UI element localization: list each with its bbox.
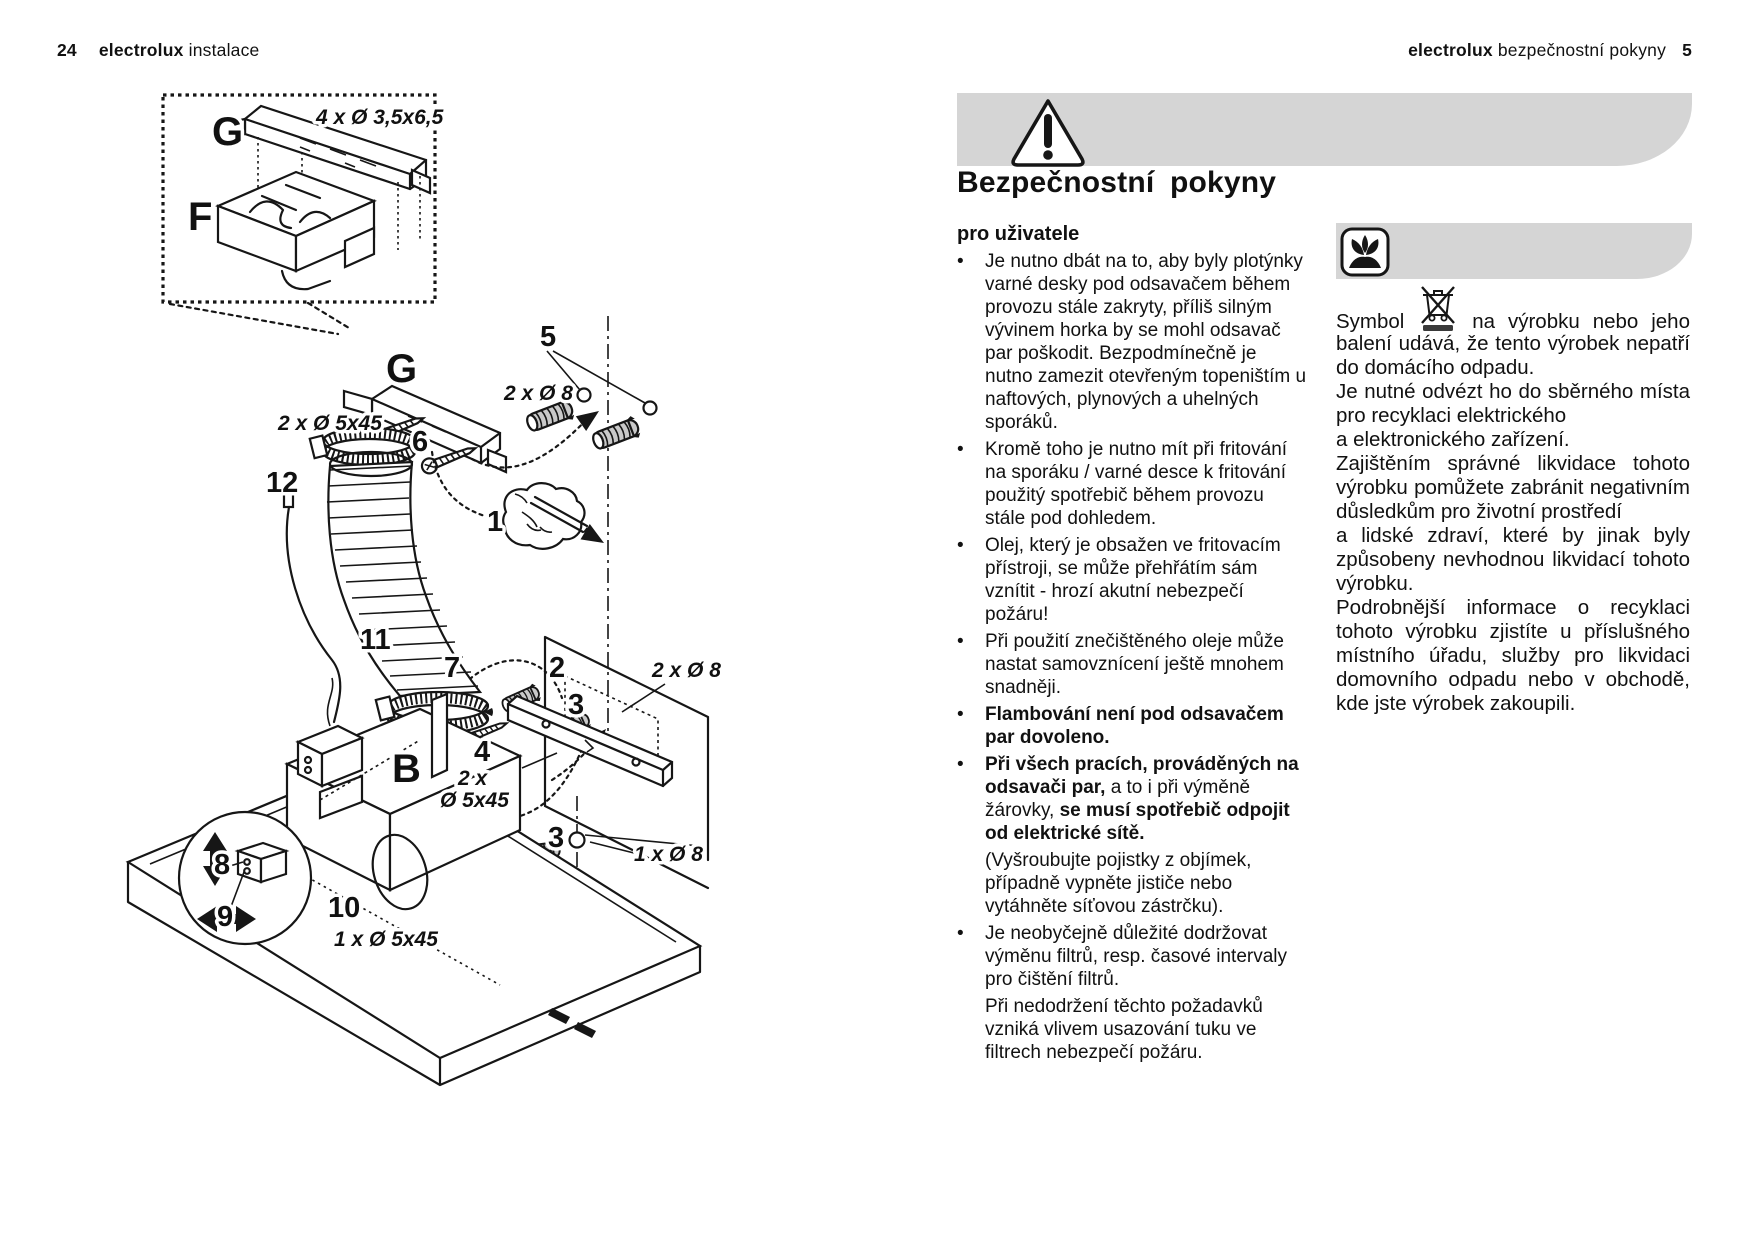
- diagram-label: 1: [487, 506, 504, 538]
- safety-item-text: Je nutno dbát na to, aby byly plotýnky varné desky pod odsavačem během provozu stále zakryty, příliš silným vývinem horka by se mohl odsavač par poškodit. Bezpodmínečně je nutno zamezit otevřeným topeništím u naftových, plynových a uhelných sporáků.: [985, 251, 1307, 433]
- diagram-label: 8: [214, 849, 231, 881]
- safety-item-text: Kromě toho je nutno mít při fritování na sporáku / varné desce k fritování použitý spotřebič během provozu stále pod dohledem.: [985, 439, 1288, 529]
- bullet-glyph: •: [957, 923, 964, 944]
- section-left: instalace: [188, 40, 260, 60]
- diagram-label: 1 x Ø 5x45: [334, 928, 438, 951]
- safety-instruction-list: [957, 250, 1309, 1068]
- recycling-line: domovního odpadu nebo v obchodě,: [1336, 668, 1690, 691]
- installation-diagram: [90, 85, 820, 1100]
- section-subtitle: pro uživatele: [957, 223, 1080, 245]
- diagram-label: 2 x Ø 5x45: [278, 412, 382, 435]
- recycling-line: balení udává, že tento výrobek nepatří: [1336, 332, 1690, 355]
- safety-item-text: Olej, který je obsažen ve fritovacím přístroji, se může přehřátím sám vznítit - hrozí akutní nebezpečí požáru!: [985, 535, 1281, 625]
- bullet-glyph: •: [957, 535, 964, 556]
- safety-item: [957, 753, 1309, 845]
- brand-left: electrolux: [98, 40, 184, 60]
- safety-item: [957, 922, 1309, 991]
- diagram-label: 2: [549, 652, 566, 684]
- header-right: [1408, 40, 1692, 61]
- header-left: [57, 40, 260, 61]
- diagram-label: 2 x Ø 8: [504, 382, 573, 405]
- diagram-label: 12: [266, 467, 299, 499]
- diagram-label: 5: [540, 321, 557, 353]
- diagram-label: 9: [217, 901, 234, 933]
- page-number-left: 24: [57, 40, 77, 60]
- recycling-line: Podrobnější informace o recyklaci: [1336, 596, 1690, 619]
- safety-item: [957, 995, 1309, 1064]
- safety-item-text: Při použití znečištěného oleje může nastat samovznícení ještě mnohem snadněji.: [985, 631, 1284, 698]
- diagram-label: G: [212, 110, 244, 154]
- recycling-line: pro recyklaci elektrického: [1336, 404, 1567, 427]
- diagram-label: 1 x Ø 8: [634, 843, 703, 866]
- marking-hand: [503, 483, 608, 551]
- brand-right: electrolux: [1408, 40, 1493, 60]
- diagram-label: Ø 5x45: [440, 789, 509, 812]
- safety-item: [957, 438, 1309, 530]
- diagram-label: F: [188, 195, 213, 239]
- switch-detail-magnifier: [179, 812, 311, 944]
- safety-item-text: (Vyšroubujte pojistky z objímek, případně vypněte jističe nebo vytáhněte síťovou zástrčku).: [985, 850, 1252, 917]
- diagram-label: 4 x Ø 3,5x6,5: [316, 106, 444, 129]
- safety-item-text: Při všech pracích, prováděných na odsavači par, a to i při výměně žárovky, se musí spotřebič odpojit od elektrické sítě.: [985, 754, 1299, 844]
- safety-item: [957, 250, 1309, 434]
- recycling-line: do domácího odpadu.: [1336, 356, 1535, 379]
- recycling-line: výrobku pomůžete zabránit negativním: [1336, 476, 1690, 499]
- bullet-glyph: [957, 995, 985, 1064]
- diagram-label: 4: [474, 736, 491, 768]
- recycling-line: místního úřadu, služby pro likvidaci: [1336, 644, 1690, 667]
- weee-bin-icon: [1417, 308, 1459, 328]
- recycling-line: tohoto výrobku zjistíte u příslušného: [1336, 620, 1690, 643]
- recycling-line-first: Symbol na výrobku nebo jeho: [1336, 308, 1690, 332]
- diagram-label: 7: [444, 652, 461, 684]
- bullet-glyph: •: [957, 754, 964, 775]
- section-right: bezpečnostní pokyny: [1497, 40, 1667, 60]
- recycling-line: Je nutné odvézt ho do sběrného místa: [1336, 380, 1690, 403]
- diagram-label: 10: [328, 892, 361, 924]
- safety-item: [957, 849, 1309, 918]
- fixing-bracket-4: [508, 696, 672, 786]
- safety-item-text: Při nedodržení těchto požadavků vzniká vlivem usazování tuku ve filtrech nebezpečí požáru.: [985, 996, 1263, 1063]
- recycling-line: způsobeny nevhodnou likvidací tohoto: [1336, 548, 1690, 571]
- safety-item-text: Je neobyčejně důležité dodržovat výměnu filtrů, resp. časové intervaly pro čištění filtrů.: [985, 923, 1288, 990]
- diagram-label: G: [386, 347, 418, 391]
- bullet-glyph: •: [957, 631, 964, 652]
- diagram-label: 2 x Ø 8: [652, 659, 721, 682]
- bullet-glyph: •: [957, 704, 964, 725]
- page-number-right: 5: [1682, 40, 1692, 60]
- safety-item-text: Flambování není pod odsavačem par dovoleno.: [985, 704, 1284, 748]
- flower-eco-icon: [1340, 227, 1390, 282]
- recycling-line: výrobku.: [1336, 572, 1414, 595]
- section-title: Bezpečnostní pokyny: [957, 166, 1277, 199]
- diagram-label: 3: [568, 689, 585, 721]
- diagram-label: 2 x: [458, 767, 488, 790]
- diagram-label: 6: [412, 426, 429, 458]
- safety-item: [957, 534, 1309, 626]
- diagram-label: B: [392, 747, 421, 791]
- diagram-label: 3: [548, 822, 565, 854]
- recycling-line: kde jste výrobek zakoupili.: [1336, 692, 1576, 715]
- diagram-label: 11: [360, 624, 391, 656]
- safety-item: [957, 703, 1309, 749]
- recycling-line: a elektronického zařízení.: [1336, 428, 1570, 451]
- safety-item: [957, 630, 1309, 699]
- recycling-line: Zajištěním správné likvidace tohoto: [1336, 452, 1690, 475]
- recycling-line: důsledkům pro životní prostředí: [1336, 500, 1622, 523]
- bullet-glyph: [957, 849, 985, 918]
- bullet-glyph: •: [957, 439, 964, 460]
- warning-triangle-icon: [1006, 96, 1090, 175]
- bullet-glyph: •: [957, 251, 964, 272]
- recycling-line: a lidské zdraví, které by jinak byly: [1336, 524, 1690, 547]
- recycling-text: [1336, 308, 1690, 716]
